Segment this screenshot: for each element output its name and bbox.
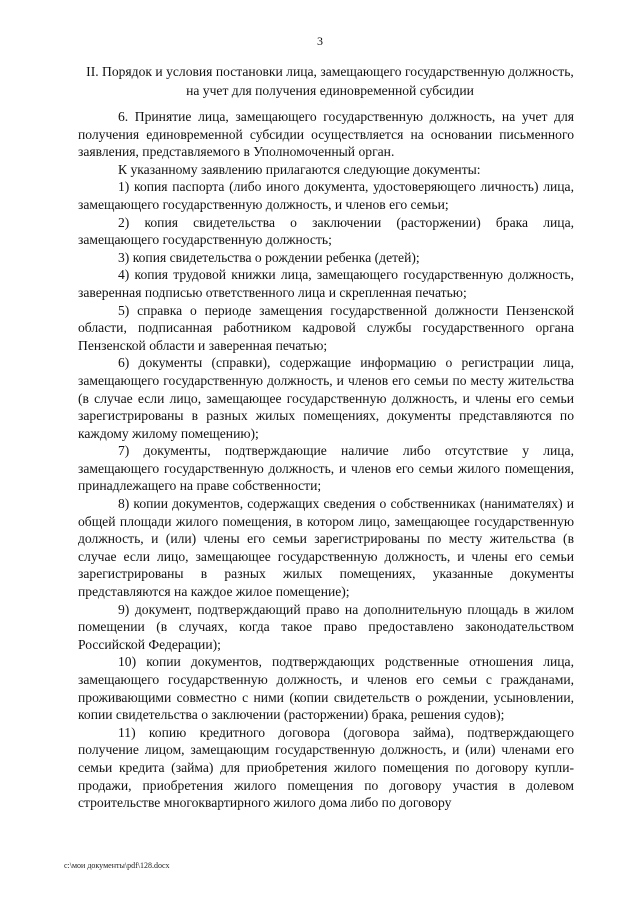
paragraph: 6. Принятие лица, замещающего государственную должность, на учет для получения единовременной субсидии осуществляется на основании письменного заявления, представляемого в Уполномоченный орган. xyxy=(78,109,574,160)
list-item: 5) справка о периоде замещения государственной должности Пензенской области, подписанная работником кадровой службы государственного органа Пензенской области и заверенная печатью; xyxy=(78,302,574,353)
list-item: 7) документы, подтверждающие наличие либо отсутствие у лица, замещающего государственную должность, и членов его семьи жилого помещения, принадлежащего на праве собственности; xyxy=(78,443,574,494)
list-item: 10) копии документов, подтверждающих родственные отношения лица, замещающего государственную должность, и членов его семьи с гражданами, проживающими совместно с ними (копии свидетельств о рождении, усыновлении, копии свидетельства о заключении (расторжении) брака, решения судов); xyxy=(78,654,574,723)
section-heading: II. Порядок и условия постановки лица, замещающего государственную должность, на учет для получения единовременной субсидии xyxy=(86,64,574,98)
page-number: 3 xyxy=(317,34,323,48)
list-item: 11) копию кредитного договора (договора займа), подтверждающего получение лицом, замещающим государственную должность, и (или) членами его семьи кредита (займа) для приобретения жилого помещения по договору купли-продажи, приобретения жилого помещения по договору участия в долевом строительстве многоквартирного жилого дома либо по договору xyxy=(78,724,574,811)
body-text xyxy=(78,108,574,812)
paragraph: К указанному заявлению прилагаются следующие документы: xyxy=(118,161,481,177)
list-item: 2) копия свидетельства о заключении (расторжении) брака лица, замещающего государственную должность; xyxy=(78,214,574,248)
list-item: 8) копии документов, содержащих сведения о собственниках (нанимателях) и общей площади жилого помещения, в котором лицо, замещающее государственную должность, и (или) члены его семьи зарегистрированы по месту жительства (в случае если лицо, замещающее государственную должность, и члены его семьи зарегистрированы в разных жилых помещениях, указанные документы представляются на каждое жилое помещение); xyxy=(78,496,574,600)
list-item: 1) копия паспорта (либо иного документа, удостоверяющего личность) лица, замещающего государственную должность, и членов его семьи; xyxy=(78,179,574,212)
list-item: 3) копия свидетельства о рождении ребенка (детей); xyxy=(118,249,420,265)
list-item: 4) копия трудовой книжки лица, замещающего государственную должность, заверенная подписью ответственного лица и скрепленная печатью; xyxy=(78,267,574,300)
file-path-footer: c:\мои документы\pdf\128.docx xyxy=(64,861,170,870)
list-item: 9) документ, подтверждающий право на дополнительную площадь в жилом помещении (в случаях, когда такое право предоставлено законодательством Российской Федерации); xyxy=(78,601,574,652)
list-item: 6) документы (справки), содержащие информацию о регистрации лица, замещающего государственную должность, и членов его семьи по месту жительства (в случае если лицо, замещающее государственную должность, и члены его семьи зарегистрированы в разных жилых помещениях, документы представляются по каждому жилому помещению); xyxy=(78,355,574,441)
